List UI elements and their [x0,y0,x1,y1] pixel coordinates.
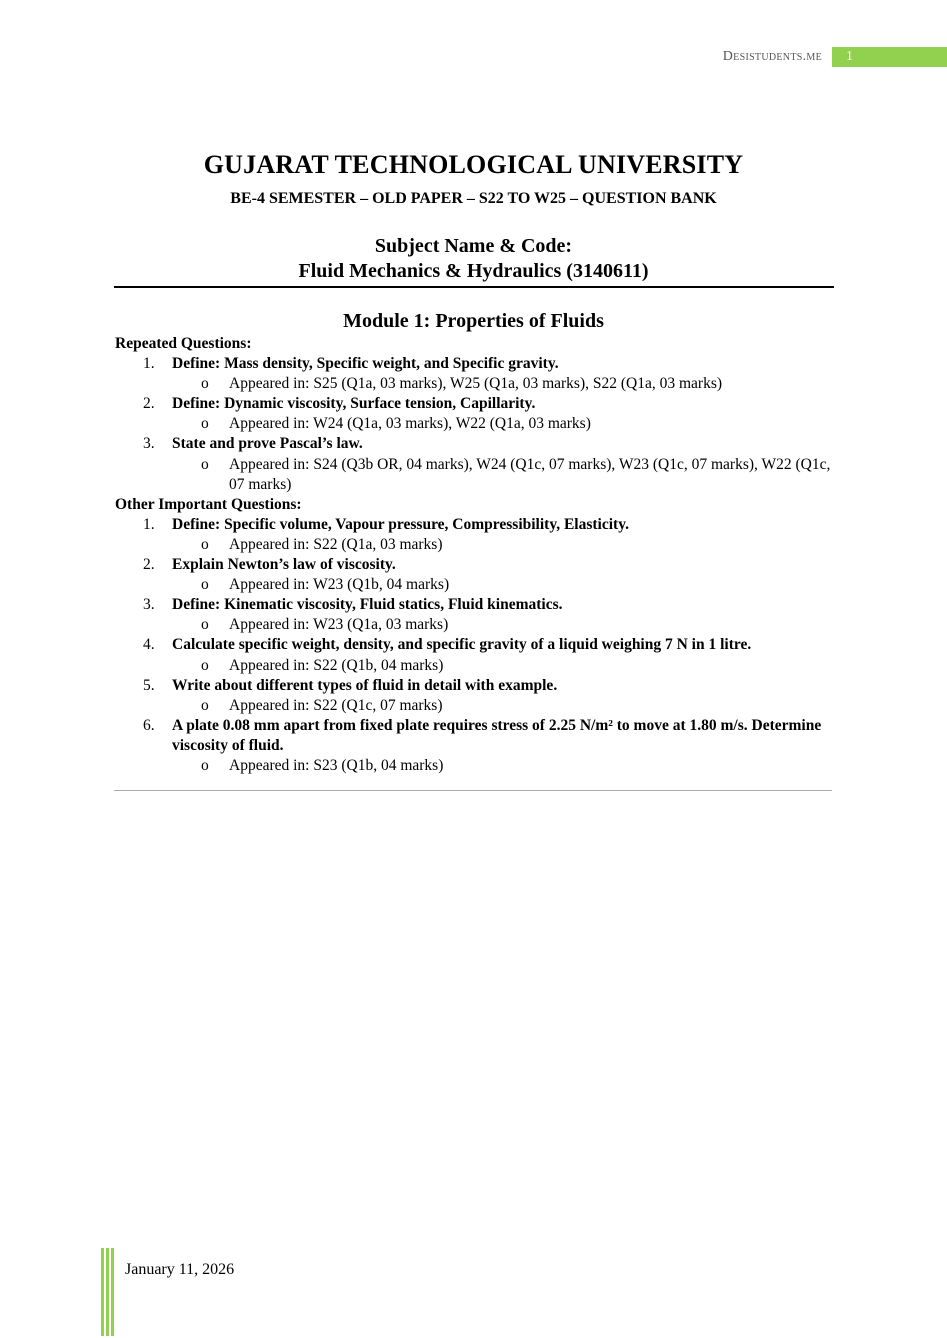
question-list [115,334,835,776]
appearance-item [115,535,835,555]
appearance-item [115,656,835,676]
repeated-questions-heading: Repeated Questions: [115,335,252,352]
footer-date: January 11, 2026 [125,1261,235,1278]
page-number: 1 [846,49,853,64]
appeared-in-text: Appeared in: W23 (Q1b, 04 marks) [229,576,450,594]
appeared-in-text: Appeared in: S23 (Q1b, 04 marks) [229,756,444,774]
question-text: State and prove Pascal’s law. [172,435,363,453]
circle-bullet-icon: o [201,415,209,433]
circle-bullet-icon: o [201,656,209,674]
question-item [115,716,835,756]
appeared-in-text: Appeared in: W23 (Q1a, 03 marks) [229,616,449,634]
university-title: GUJARAT TECHNOLOGICAL UNIVERSITY [203,150,744,179]
question-item [115,635,835,655]
question-number: 5. [143,676,155,694]
question-text: Define: Kinematic viscosity, Fluid statics, Fluid kinematics. [172,596,563,614]
accent-bar [101,1248,104,1336]
module-title: Module 1: Properties of Fluids [343,310,604,332]
question-number: 6. [143,716,155,734]
appeared-in-text: Appeared in: W24 (Q1a, 03 marks), W22 (Q1a, 03 marks) [229,415,591,433]
appearance-item [115,615,835,635]
question-text: Write about different types of fluid in detail with example. [172,676,558,694]
question-item [115,555,835,575]
question-number: 2. [143,395,155,413]
question-text: Explain Newton’s law of viscosity. [172,556,396,574]
circle-bullet-icon: o [201,535,209,553]
question-item [115,595,835,615]
title-divider [114,286,834,288]
subject-name-code: Fluid Mechanics & Hydraulics (3140611) [298,260,649,282]
circle-bullet-icon: o [201,696,209,714]
circle-bullet-icon: o [201,576,209,594]
question-number: 1. [143,515,155,533]
question-text: Define: Mass density, Specific weight, and Specific gravity. [172,355,559,373]
question-item [115,434,835,454]
appeared-in-text: Appeared in: S22 (Q1b, 04 marks) [229,656,444,674]
appeared-in-text: Appeared in: S24 (Q3b OR, 04 marks), W24 (Q1c, 07 marks), W23 (Q1c, 07 marks), W22 (Q1c, 07 marks) [229,455,831,493]
other-questions-heading: Other Important Questions: [115,495,302,513]
appearance-item [115,575,835,595]
question-number: 4. [143,636,155,654]
appeared-in-text: Appeared in: S25 (Q1a, 03 marks), W25 (Q1a, 03 marks), S22 (Q1a, 03 marks) [229,375,723,393]
content-end-divider [114,790,832,791]
appearance-item [115,414,835,434]
page-number-badge [832,47,947,67]
question-text: A plate 0.08 mm apart from fixed plate requires stress of 2.25 N/m² to move at 1.80 m/s. Determine viscosity of fluid. [172,716,822,754]
footer-accent-bars [101,1248,115,1336]
subject-label: Subject Name & Code: [374,235,573,257]
question-item [115,394,835,414]
question-item [115,354,835,374]
question-item [115,515,835,535]
appeared-in-text: Appeared in: S22 (Q1a, 03 marks) [229,535,443,553]
circle-bullet-icon: o [201,375,209,393]
header-site-name: Desistudents.me [722,49,822,64]
question-item [115,676,835,696]
appearance-item [115,455,835,495]
circle-bullet-icon: o [201,455,209,473]
accent-bar [106,1248,109,1336]
appearance-item [115,374,835,394]
appearance-item [115,696,835,716]
question-text: Define: Specific volume, Vapour pressure, Compressibility, Elasticity. [172,515,629,533]
question-number: 3. [143,435,155,453]
question-number: 2. [143,556,155,574]
circle-bullet-icon: o [201,756,209,774]
question-text: Define: Dynamic viscosity, Surface tension, Capillarity. [172,395,536,413]
question-bank-subtitle: BE-4 SEMESTER – OLD PAPER – S22 TO W25 – QUESTION BANK [230,190,717,207]
appeared-in-text: Appeared in: S22 (Q1c, 07 marks) [229,696,443,714]
accent-bar [111,1248,114,1336]
question-text: Calculate specific weight, density, and specific gravity of a liquid weighing 7 N in 1 litre. [172,636,752,654]
circle-bullet-icon: o [201,616,209,634]
question-number: 3. [143,596,155,614]
question-number: 1. [143,355,155,373]
appearance-item [115,756,835,776]
